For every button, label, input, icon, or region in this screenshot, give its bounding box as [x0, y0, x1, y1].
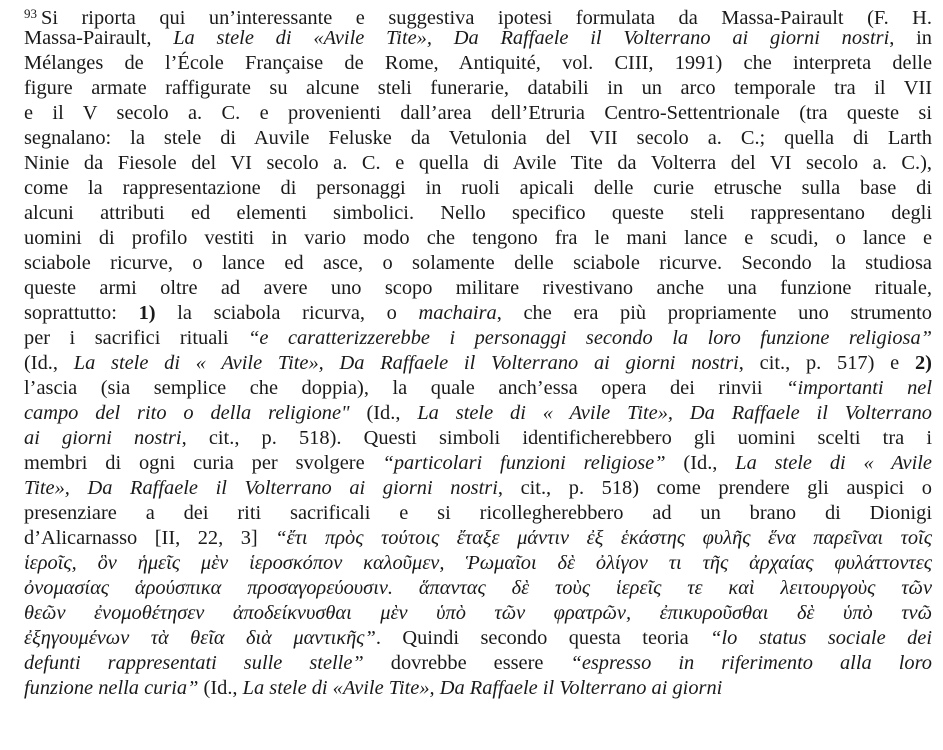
- italic-text: “e caratterizzerebbe i personaggi secondo la loro funzione religiosa”: [248, 327, 933, 349]
- text-run: l’ascia (sia semplice che doppia), la quale anch’essa opera dei rinvii: [24, 377, 787, 399]
- italic-text: campo del rito o della religione": [24, 402, 350, 424]
- footnote-line: [24, 401, 932, 426]
- footnote-line: [24, 276, 932, 301]
- italic-text: defunti rappresentati sulle stelle”: [24, 652, 364, 674]
- footnote-line: [24, 476, 932, 501]
- bold-text: 1): [138, 302, 156, 324]
- italic-text: “ἔτι πρὸς τούτοις ἔταξε μάντιν ἐξ ἑκάστης φυλῆς ἕνα παρεῖναι τοῖς: [275, 527, 932, 549]
- text-run: presenziare a dei riti sacrificali e si ricollegherebbero ad un brano di Dionigi: [24, 502, 932, 524]
- footnote-line: [24, 1, 932, 29]
- italic-text: ὀνομασίας ἁρούσπικα προσαγορεύουσιν. ἅπαντας δὲ τοὺς ἱερεῖς τε καὶ λειτουργοὺς τῶν: [24, 577, 932, 599]
- italic-text: “lo status sociale dei: [710, 627, 932, 649]
- footnote-line: [24, 501, 932, 526]
- text-run: come la rappresentazione di personaggi in ruoli apicali delle curie etrusche sulla base di: [24, 177, 932, 199]
- text-run: alcuni attributi ed elementi simbolici. Nello specifico queste steli rappresentano degli: [24, 202, 932, 224]
- footnote-line: [24, 351, 932, 376]
- footnote-line: [24, 226, 932, 251]
- italic-text: La stele di « Avile Tite», Da Raffaele il Volterrano: [417, 402, 932, 424]
- footnote-line: [24, 301, 932, 326]
- footnote-line: [24, 551, 932, 576]
- italic-text: “espresso in riferimento alla loro: [570, 652, 932, 674]
- text-run: sciabole ricurve, o lance ed asce, o solamente delle sciabole ricurve. Secondo la studiosa: [24, 252, 932, 274]
- footnote-line: [24, 676, 932, 701]
- text-run: membri di ogni curia per svolgere: [24, 452, 383, 474]
- italic-text: ai giorni nostri: [24, 427, 182, 449]
- text-run: (Id.,: [198, 677, 243, 699]
- italic-text: machaira: [418, 302, 497, 324]
- text-run: , cit., p. 518) come prendere gli auspici o: [497, 477, 933, 499]
- italic-text: “importanti nel: [786, 377, 932, 399]
- bold-text: 2): [914, 352, 932, 374]
- text-run: Si riporta qui un’interessante e suggestiva ipotesi formulata da Massa-Pairault (F. H.: [41, 7, 932, 29]
- text-run: Ninie da Fiesole del VI secolo a. C. e quella di Avile Tite da Volterra del VI secolo a. C.),: [24, 152, 932, 174]
- italic-text: “particolari funzioni religiose”: [382, 452, 666, 474]
- italic-text: θεῶν ἐνομοθέτησεν ἀποδείκνυσθαι μὲν ὑπὸ τῶν φρατρῶν, ἐπικυροῦσθαι δὲ ὑπὸ τνῶ: [24, 602, 932, 624]
- text-run: (Id.,: [665, 452, 736, 474]
- text-run: d’Alicarnasso [II, 22, 3]: [24, 527, 276, 549]
- text-run: dovrebbe essere: [363, 652, 571, 674]
- italic-text: ἱεροῖς, ὃν ἡμεῖς μὲν ἱεροσκόπον καλοῦμεν, Ῥωμαῖοι δὲ ὀλίγον τι τῆς ἀρχαίας φυλάττοντες: [24, 552, 932, 574]
- italic-text: funzione nella curia”: [24, 677, 199, 699]
- footnote-line: [24, 451, 932, 476]
- footnote-number: 93: [24, 6, 37, 21]
- text-run: per i sacrifici rituali: [24, 327, 249, 349]
- text-run: figure armate raffigurate su alcune steli funerarie, databili in un arco temporale tra il VII: [24, 77, 932, 99]
- text-run: (Id.,: [349, 402, 418, 424]
- text-run: uomini di profilo vestiti in vario modo che tengono fra le mani lance e scudi, o lance e: [24, 227, 932, 249]
- text-run: la sciabola ricurva, o: [155, 302, 419, 324]
- footnote-line: [24, 251, 932, 276]
- footnote-line: [24, 201, 932, 226]
- text-run: queste armi oltre ad avere uno scopo militare rivestivano anche una funzione rituale,: [24, 277, 932, 299]
- text-run: (Id.,: [24, 352, 74, 374]
- footnote-line: [24, 176, 932, 201]
- footnote-line: [24, 151, 932, 176]
- italic-text: Tite», Da Raffaele il Volterrano ai giorni nostri: [24, 477, 498, 499]
- text-run: , cit., p. 517) e: [738, 352, 915, 374]
- footnote-line: [24, 576, 932, 601]
- footnote-line: [24, 51, 932, 76]
- italic-text: La stele di «Avile Tite», Da Raffaele il Volterrano ai giorni nostri: [173, 27, 890, 49]
- footnote-line: [24, 376, 932, 401]
- text-run: soprattutto:: [24, 302, 139, 324]
- footnote-line: [24, 651, 932, 676]
- text-run: , cit., p. 518). Questi simboli identificherebbero gli uomini scelti tra i: [181, 427, 932, 449]
- text-run: Mélanges de l’École Française de Rome, Antiquité, vol. CIII, 1991) che interpreta delle: [24, 52, 932, 74]
- footnote-line: [24, 326, 932, 351]
- text-run: . Quindi secondo questa teoria: [375, 627, 711, 649]
- italic-text: La stele di «Avile Tite», Da Raffaele il Volterrano ai giorni: [242, 677, 723, 699]
- text-run: e il V secolo a. C. e provenienti dall’area dell’Etruria Centro-Settentrionale (tra queste si: [24, 102, 932, 124]
- footnote-line: [24, 426, 932, 451]
- footnote-line: [24, 601, 932, 626]
- footnote-line: [24, 26, 932, 51]
- italic-text: La stele di « Avile Tite», Da Raffaele il Volterrano ai giorni nostri: [73, 352, 739, 374]
- text-run: , che era più propriamente uno strumento: [496, 302, 932, 324]
- text-run: Massa-Pairault,: [24, 27, 174, 49]
- footnote-line: [24, 526, 932, 551]
- text-run: , in: [889, 27, 932, 49]
- footnote-line: [24, 101, 932, 126]
- footnote-line: [24, 76, 932, 101]
- footnote-line: [24, 626, 932, 651]
- text-run: segnalano: la stele di Auvile Feluske da Vetulonia del VII secolo a. C.; quella di Larth: [24, 127, 932, 149]
- italic-text: La stele di « Avile: [735, 452, 932, 474]
- footnote-line: [24, 126, 932, 151]
- italic-text: ἐξηγουμένων τὰ θεῖα διὰ μαντικῆς”: [24, 627, 376, 649]
